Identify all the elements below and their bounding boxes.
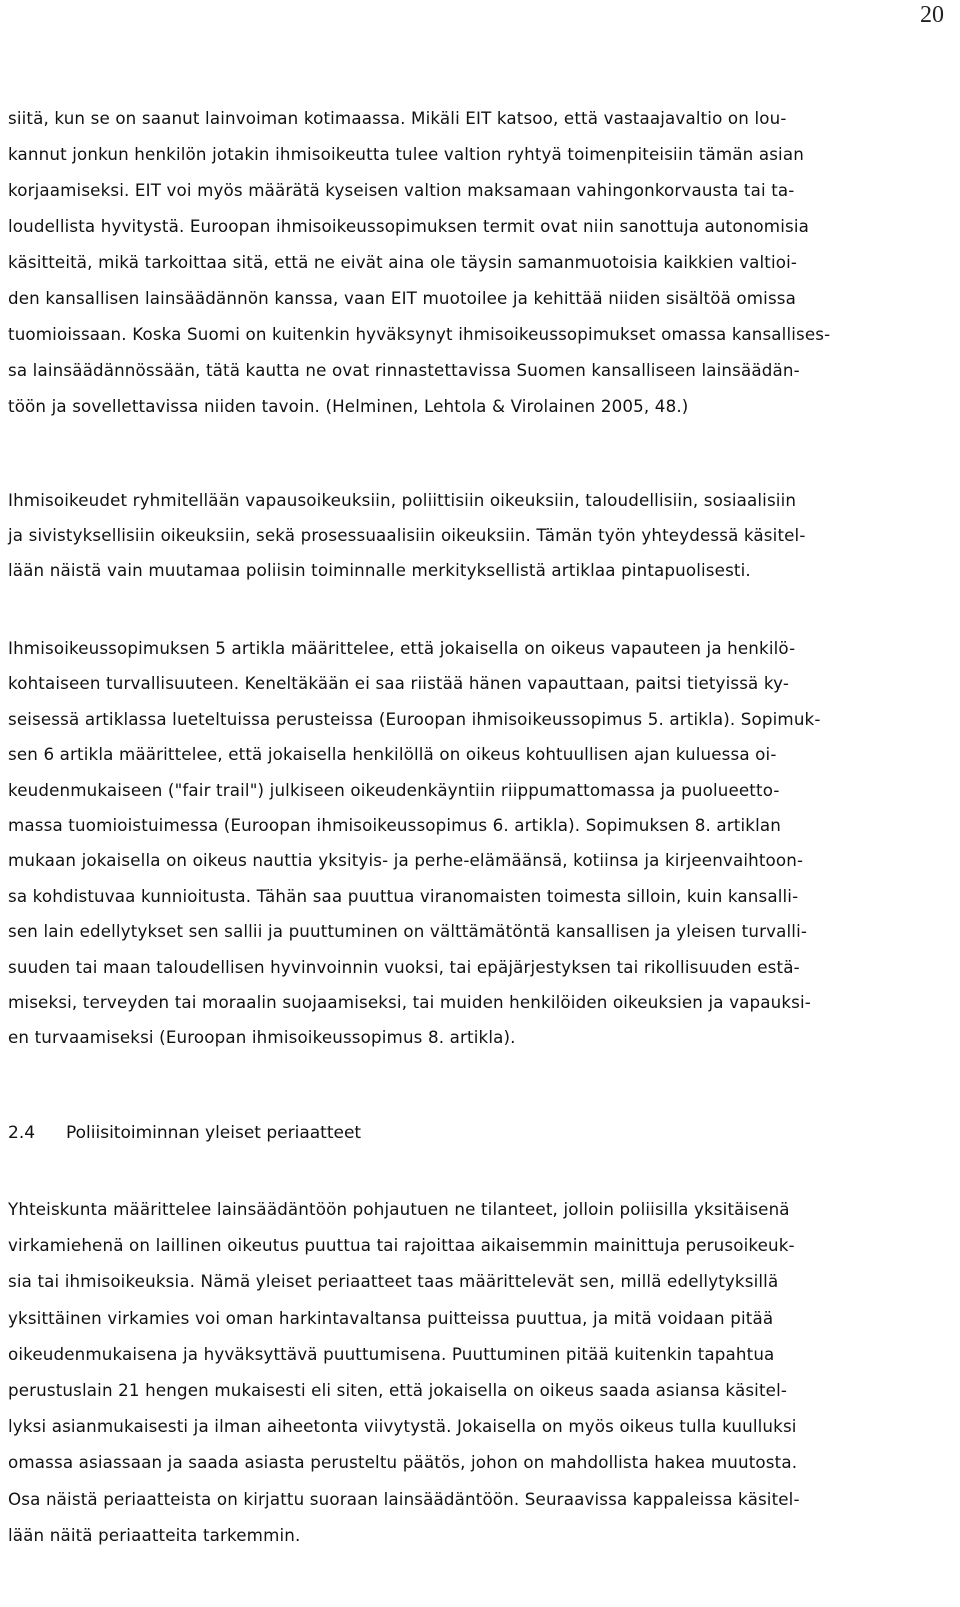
text-line: perustuslain 21 hengen mukaisesti eli siten, että jokaisella on oikeus saada asiansa käsitel- [8, 1380, 788, 1400]
text-line: siitä, kun se on saanut lainvoiman kotimaassa. Mikäli EIT katsoo, että vastaajavaltio on lou- [8, 108, 787, 128]
text-line: lään näitä periaatteita tarkemmin. [8, 1524, 301, 1545]
text-line: oikeudenmukaisena ja hyväksyttävä puuttumisena. Puuttuminen pitää kuitenkin tapahtua [8, 1343, 775, 1364]
text-line: massa tuomioistuimessa (Euroopan ihmisoikeussopimus 6. artikla). Sopimuksen 8. artiklan [8, 815, 781, 835]
text-line: virkamiehenä on laillinen oikeutus puuttua tai rajoittaa aikaisemmin mainittuja perusoikeuk- [8, 1235, 795, 1256]
text-line: suuden tai maan taloudellisen hyvinvoinnin vuoksi, tai epäjärjestyksen tai rikollisuuden estä- [8, 956, 800, 977]
text-line: mukaan jokaisella on oikeus nauttia yksityis- ja perhe-elämäänsä, kotiinsa ja kirjeenvaihtoon- [8, 850, 804, 871]
text-line: miseksi, terveyden tai moraalin suojaamiseksi, tai muiden henkilöiden oikeuksien ja vapauksi- [8, 992, 811, 1012]
text-line: tuomioissaan. Koska Suomi on kuitenkin hyväksynyt ihmisoikeussopimukset omassa kansallises- [8, 324, 831, 344]
text-line: sa lainsäädännössään, tätä kautta ne ovat rinnastettavissa Suomen kansalliseen lainsäädän- [8, 360, 800, 380]
text-line: en turvaamiseksi (Euroopan ihmisoikeussopimus 8. artikla). [8, 1027, 516, 1048]
text-line: Ihmisoikeussopimuksen 5 artikla määrittelee, että jokaisella on oikeus vapauteen ja henkilö- [8, 638, 796, 658]
text-line: lään näistä vain muutamaa poliisin toiminnalle merkityksellistä artiklaa pintapuolisesti. [8, 560, 751, 580]
text-line: sia tai ihmisoikeuksia. Nämä yleiset periaatteet taas määrittelevät sen, millä edellytyksillä [8, 1271, 779, 1292]
text-line: sen 6 artikla määrittelee, että jokaisella henkilöllä on oikeus kohtuullisen ajan kuluessa oi- [8, 744, 777, 765]
text-line: loudellista hyvitystä. Euroopan ihmisoikeussopimuksen termit ovat niin sanottuja autonomisia [8, 216, 809, 236]
text-line: töön ja sovellettavissa niiden tavoin. (Helminen, Lehtola & Virolainen 2005, 48.) [8, 396, 689, 416]
page-number: 20 [920, 2, 944, 28]
text-line: Ihmisoikeudet ryhmitellään vapausoikeuksiin, poliittisiin oikeuksiin, taloudellisiin, sosiaalisiin [8, 490, 797, 510]
text-line: seisessä artiklassa lueteltuissa perusteissa (Euroopan ihmisoikeussopimus 5. artikla). Sopimuk- [8, 708, 821, 729]
text-line: sen lain edellytykset sen sallii ja puuttuminen on välttämätöntä kansallisen ja yleisen turvalli- [8, 921, 808, 942]
text-line: omassa asiassaan ja saada asiasta perusteltu päätös, johon on mahdollista hakea muutosta. [8, 1452, 798, 1473]
text-line: lyksi asianmukaisesti ja ilman aiheetonta viivytystä. Jokaisella on myös oikeus tulla kuulluksi [8, 1416, 797, 1437]
section-number: 2.4 [8, 1123, 36, 1143]
text-line: yksittäinen virkamies voi oman harkintavaltansa puitteissa puuttua, ja mitä voidaan pitää [8, 1307, 774, 1328]
text-line: keudenmukaiseen ("fair trail") julkiseen oikeudenkäyntiin riippumattomassa ja puolueetto- [8, 779, 780, 800]
section-title: Poliisitoiminnan yleiset periaatteet [66, 1123, 362, 1143]
text-line: sa kohdistuvaa kunnioitusta. Tähän saa puuttua viranomaisten toimesta silloin, kuin kansalli- [8, 885, 799, 906]
text-line: Osa näistä periaatteista on kirjattu suoraan lainsäädäntöön. Seuraavissa kappaleissa käsitel- [8, 1488, 800, 1509]
text-line: kohtaiseen turvallisuuteen. Keneltäkään ei saa riistää hänen vapauttaan, paitsi tietyissä ky- [8, 673, 790, 694]
text-line: den kansallisen lainsäädännön kanssa, vaan EIT muotoilee ja kehittää niiden sisältöä omissa [8, 288, 797, 308]
text-line: Yhteiskunta määrittelee lainsäädäntöön pohjautuen ne tilanteet, jolloin poliisilla yksitäisenä [8, 1199, 790, 1219]
text-line: käsitteitä, mikä tarkoittaa sitä, että ne eivät aina ole täysin samanmuotoisia kaikkien valtioi- [8, 252, 798, 272]
text-line: kannut jonkun henkilön jotakin ihmisoikeutta tulee valtion ryhtyä toimenpiteisiin tämän asian [8, 144, 804, 164]
text-line: ja sivistyksellisiin oikeuksiin, sekä prosessuaalisiin oikeuksiin. Tämän työn yhteydessä käsitel- [8, 525, 806, 545]
text-line: korjaamiseksi. EIT voi myös määrätä kyseisen valtion maksamaan vahingonkorvausta tai ta- [8, 180, 795, 200]
